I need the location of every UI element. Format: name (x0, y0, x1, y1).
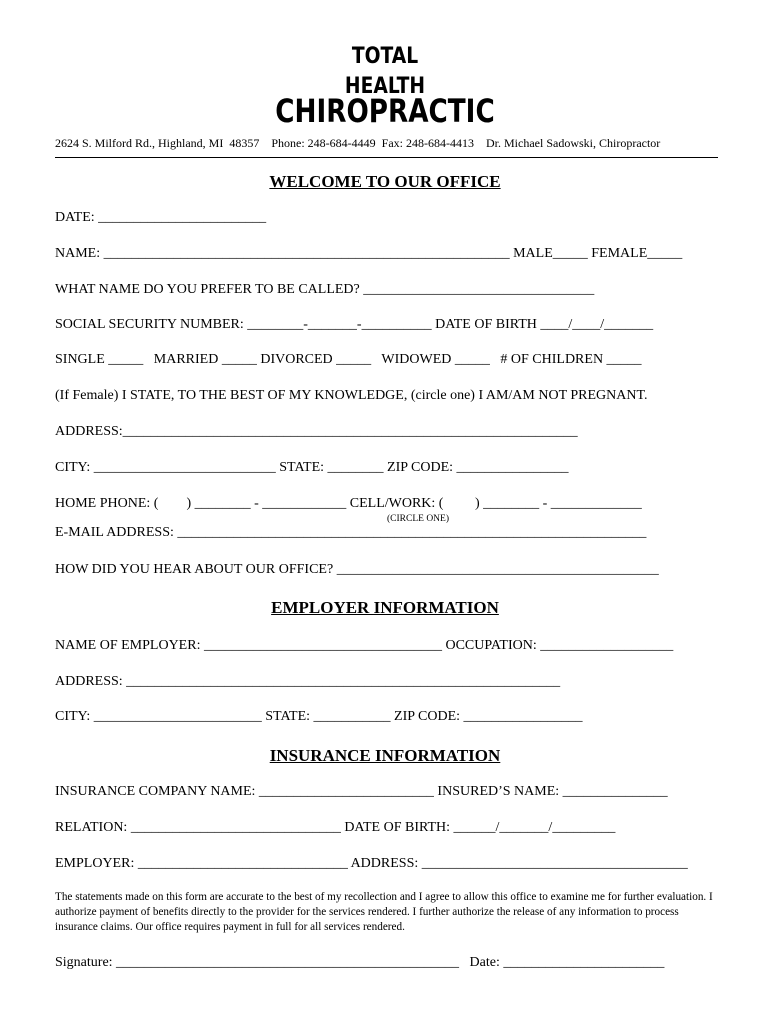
office-address: 2624 S. Milford Rd., Highland, MI 48357 (55, 136, 260, 150)
welcome-section-title: WELCOME TO OUR OFFICE (269, 172, 501, 191)
logo-total: TOTAL (351, 44, 419, 69)
referral-source-field[interactable]: HOW DID YOU HEAR ABOUT OUR OFFICE? ______________________________________________ (55, 562, 659, 577)
office-fax: Fax: 248-684-4413 (381, 136, 474, 150)
doctor-name: Dr. Michael Sadowski, Chiropractor (486, 136, 661, 150)
city-state-zip-field[interactable]: CITY: __________________________ STATE: ________ ZIP CODE: ________________ (55, 460, 569, 475)
address-field[interactable]: ADDRESS:_________________________________________________________________ (55, 424, 578, 439)
employer-section-title: EMPLOYER INFORMATION (271, 598, 499, 617)
insurance-employer-field[interactable]: EMPLOYER: ______________________________ ADDRESS: ______________________________________ (55, 856, 688, 871)
authorization-statement: The statements made on this form are accurate to the best of my recollection and I agree to allow this office to examine me for further evaluation. I authorize payment of benefits directly to the provider for the services rendered. I further authorize the release of any information to process insurance claims. Our office requires payment in full for all services rendered. (55, 891, 713, 933)
marital-status-field[interactable]: SINGLE _____ MARRIED _____ DIVORCED _____ WIDOWED _____ # OF CHILDREN _____ (55, 352, 642, 367)
pregnancy-statement[interactable]: (If Female) I STATE, TO THE BEST OF MY KNOWLEDGE, (circle one) I AM/AM NOT PREGNANT. (55, 388, 648, 403)
office-phone: Phone: 248-684-4449 (271, 136, 376, 150)
circle-one-note: (CIRCLE ONE) (387, 514, 450, 524)
header-divider (55, 157, 718, 158)
insurance-section-title: INSURANCE INFORMATION (269, 746, 501, 765)
preferred-name-field[interactable]: WHAT NAME DO YOU PREFER TO BE CALLED? _________________________________ (55, 282, 595, 297)
relation-dob-field[interactable]: RELATION: ______________________________ DATE OF BIRTH: ______/_______/_________ (55, 820, 616, 835)
logo-chiropractic: CHIROPRACTIC (275, 92, 495, 130)
logo-health: HEALTH (344, 74, 426, 99)
date-field[interactable]: DATE: ________________________ (55, 210, 267, 225)
phone-field[interactable]: HOME PHONE: ( ) ________ - ____________ CELL/WORK: ( ) ________ - _____________ (55, 496, 642, 511)
insurance-company-field[interactable]: INSURANCE COMPANY NAME: _________________________ INSURED’S NAME: _______________ (55, 784, 668, 799)
employer-city-field[interactable]: CITY: ________________________ STATE: ___________ ZIP CODE: _________________ (55, 709, 583, 724)
employer-name-field[interactable]: NAME OF EMPLOYER: __________________________________ OCCUPATION: ___________________ (55, 638, 674, 653)
email-field[interactable]: E-MAIL ADDRESS: ___________________________________________________________________ (55, 525, 647, 540)
name-gender-field[interactable]: NAME: __________________________________________________________ MALE_____ FEMALE_____ (55, 246, 683, 261)
signature-date-field[interactable]: Signature: _________________________________________________ Date: _______________________ (55, 955, 665, 970)
office-header-info (55, 136, 715, 151)
ssn-dob-field[interactable]: SOCIAL SECURITY NUMBER: ________-_______-__________ DATE OF BIRTH ____/____/_______ (55, 317, 654, 332)
employer-address-field[interactable]: ADDRESS: ______________________________________________________________ (55, 674, 561, 689)
